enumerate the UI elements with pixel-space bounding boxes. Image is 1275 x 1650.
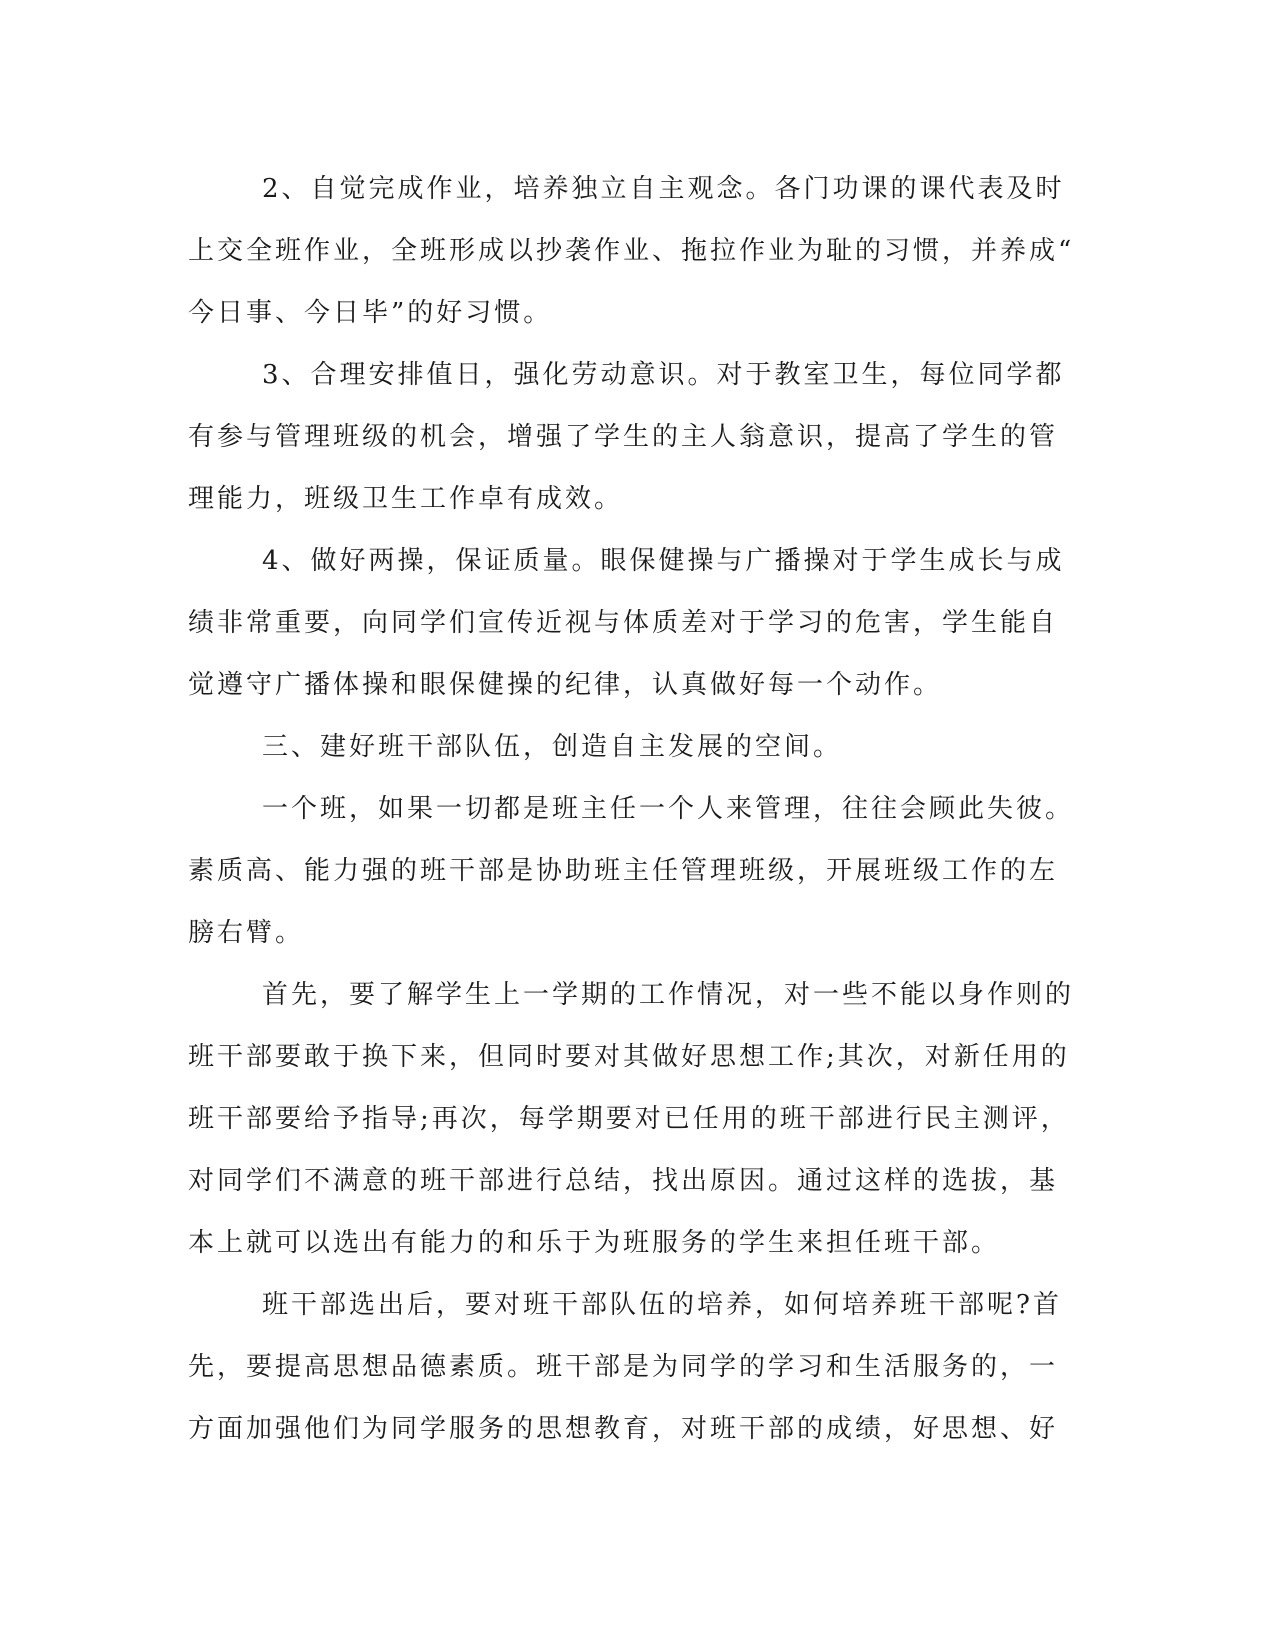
text-line: 有参与管理班级的机会，增强了学生的主人翁意识，提高了学生的管	[188, 422, 1059, 452]
text-line: 先，要提高思想品德素质。班干部是为同学的学习和生活服务的，一	[188, 1352, 1059, 1382]
text-line: 3、合理安排值日，强化劳动意识。对于教室卫生，每位同学都	[262, 360, 1065, 390]
text-line: 班干部要敢于换下来，但同时要对其做好思想工作;其次，对新任用的	[188, 1042, 1070, 1072]
paragraph-selection	[188, 964, 1075, 1274]
text-line: 膀右臂。	[188, 918, 305, 948]
text-line: 三、建好班干部队伍，创造自主发展的空间。	[262, 732, 843, 762]
paragraph-homework	[188, 158, 1075, 344]
text-line: 绩非常重要，向同学们宣传近视与体质差对于学习的危害，学生能自	[188, 608, 1059, 638]
text-line: 方面加强他们为同学服务的思想教育，对班干部的成绩，好思想、好	[188, 1414, 1059, 1444]
text-line: 本上就可以选出有能力的和乐于为班服务的学生来担任班干部。	[188, 1228, 1001, 1258]
document-page	[188, 158, 1075, 1460]
text-line: 觉遵守广播体操和眼保健操的纪律，认真做好每一个动作。	[188, 670, 943, 700]
text-line: 一个班，如果一切都是班主任一个人来管理，往往会顾此失彼。	[262, 794, 1075, 824]
text-line: 4、做好两操，保证质量。眼保健操与广播操对于学生成长与成	[262, 546, 1065, 576]
text-line: 班干部要给予指导;再次，每学期要对已任用的班干部进行民主测评，	[188, 1104, 1070, 1134]
text-line: 对同学们不满意的班干部进行总结，找出原因。通过这样的选拔，基	[188, 1166, 1059, 1196]
text-line: 上交全班作业，全班形成以抄袭作业、拖拉作业为耻的习惯，并养成“	[188, 236, 1075, 266]
text-line: 素质高、能力强的班干部是协助班主任管理班级，开展班级工作的左	[188, 856, 1059, 886]
paragraph-exercises	[188, 530, 1068, 716]
paragraph-training	[188, 1274, 1068, 1460]
text-line: 理能力，班级卫生工作卓有成效。	[188, 484, 624, 514]
text-line: 首先，要了解学生上一学期的工作情况，对一些不能以身作则的	[262, 980, 1075, 1010]
text-line: 2、自觉完成作业，培养独立自主观念。各门功课的课代表及时	[262, 174, 1065, 204]
paragraph-duty	[188, 344, 1068, 530]
text-line: 今日事、今日毕”的好习惯。	[188, 298, 553, 328]
section-heading	[188, 716, 1068, 778]
paragraph-class-management	[188, 778, 1075, 964]
text-line: 班干部选出后，要对班干部队伍的培养，如何培养班干部呢?首	[262, 1290, 1062, 1320]
